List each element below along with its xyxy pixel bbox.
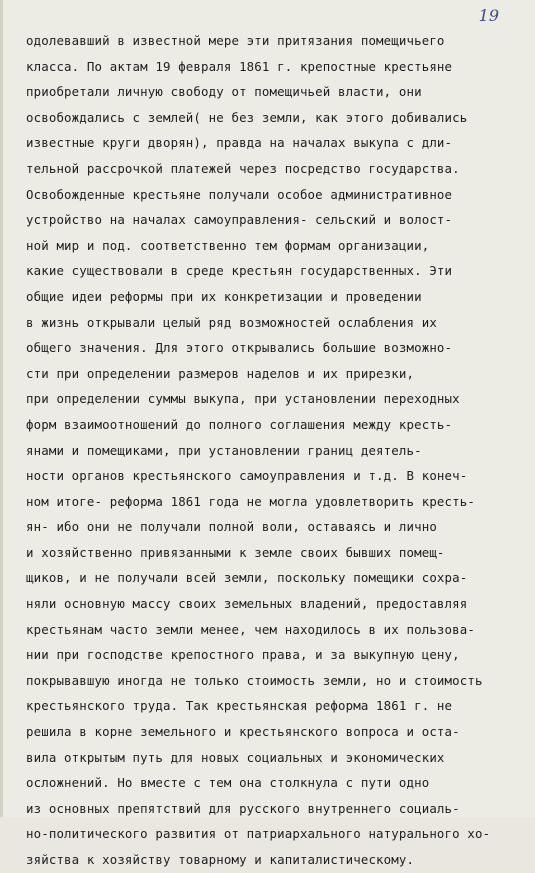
page-edge-shadow	[0, 0, 3, 817]
text-line: но-политического развития от патриархального натурального хо-	[26, 826, 491, 842]
text-line: вила открытым путь для новых социальных и экономических	[26, 749, 445, 765]
text-line: ности органов крестьянского самоуправления и т.д. В конеч-	[26, 468, 468, 484]
text-line: класса. По актам 19 февраля 1861 г. крепостные крестьяне	[26, 58, 453, 74]
text-line: известные круги дворян), правда на началах выкупа с дли-	[26, 135, 453, 151]
text-line: из основных препятствий для русского внутреннего социаль-	[26, 800, 460, 816]
text-line: устройство на началах самоуправления- сельский и волост-	[26, 212, 453, 228]
text-line: сти при определении размеров наделов и их прирезки,	[26, 365, 415, 381]
text-line: крестьянского труда. Так крестьянская реформа 1861 г. не	[26, 698, 453, 714]
page-number: 19	[478, 6, 499, 25]
text-line: ном итоге- реформа 1861 года не могла удовлетворить кресть-	[26, 493, 475, 509]
text-line: тельной рассрочкой платежей через посредство государства.	[26, 160, 460, 176]
text-line: нии при господстве крепостного права, и за выкупную цену,	[26, 647, 460, 663]
text-line: щиков, и не получали всей земли, поскольку помещики сохра-	[26, 570, 468, 586]
text-line: одолевавший в известной мере эти притязания помещичьего	[26, 33, 445, 48]
text-line: янами и помещиками, при установлении границ деятель-	[26, 442, 422, 458]
text-line: и хозяйственно привязанными к земле своих бывших помещ-	[26, 544, 445, 560]
text-line: при определении суммы выкупа, при установлении переходных	[26, 391, 460, 407]
text-line: ян- ибо они не получали полной воли, оставаясь и лично	[26, 519, 437, 535]
text-line: осложнений. Но вместе с тем она столкнула с пути одно	[26, 775, 430, 791]
text-line: няли основную массу своих земельных владений, предоставляя	[26, 596, 468, 612]
text-line: зяйства к хозяйству товарному и капиталистическому.	[26, 852, 415, 867]
text-line: общего значения. Для этого открывались большие возможно-	[26, 340, 453, 356]
text-line: освобождались с землей( не без земли, как этого добивались	[26, 109, 468, 125]
text-line: какие существовали в среде крестьян государственных. Эти	[26, 263, 453, 279]
text-line: крестьянам часто земли менее, чем находилось в их пользова-	[26, 621, 475, 637]
text-line: ной мир и под. соответственно тем формам организации,	[26, 237, 430, 253]
text-line: Освобожденные крестьяне получали особое административное	[26, 186, 453, 202]
text-line: в жизнь открывали целый ряд возможностей ослабления их	[26, 314, 437, 330]
text-line: общие идеи реформы при их конкретизации и проведении	[26, 288, 422, 304]
text-line: покрывавшую иногда не только стоимость земли, но и стоимость	[26, 672, 483, 688]
typed-text-body	[26, 28, 526, 873]
text-line: решила в корне земельного и крестьянского вопроса и оста-	[26, 724, 460, 740]
text-line: форм взаимоотношений до полного соглашения между кресть-	[26, 416, 453, 432]
text-line: приобретали личную свободу от помещичьей власти, они	[26, 84, 422, 100]
